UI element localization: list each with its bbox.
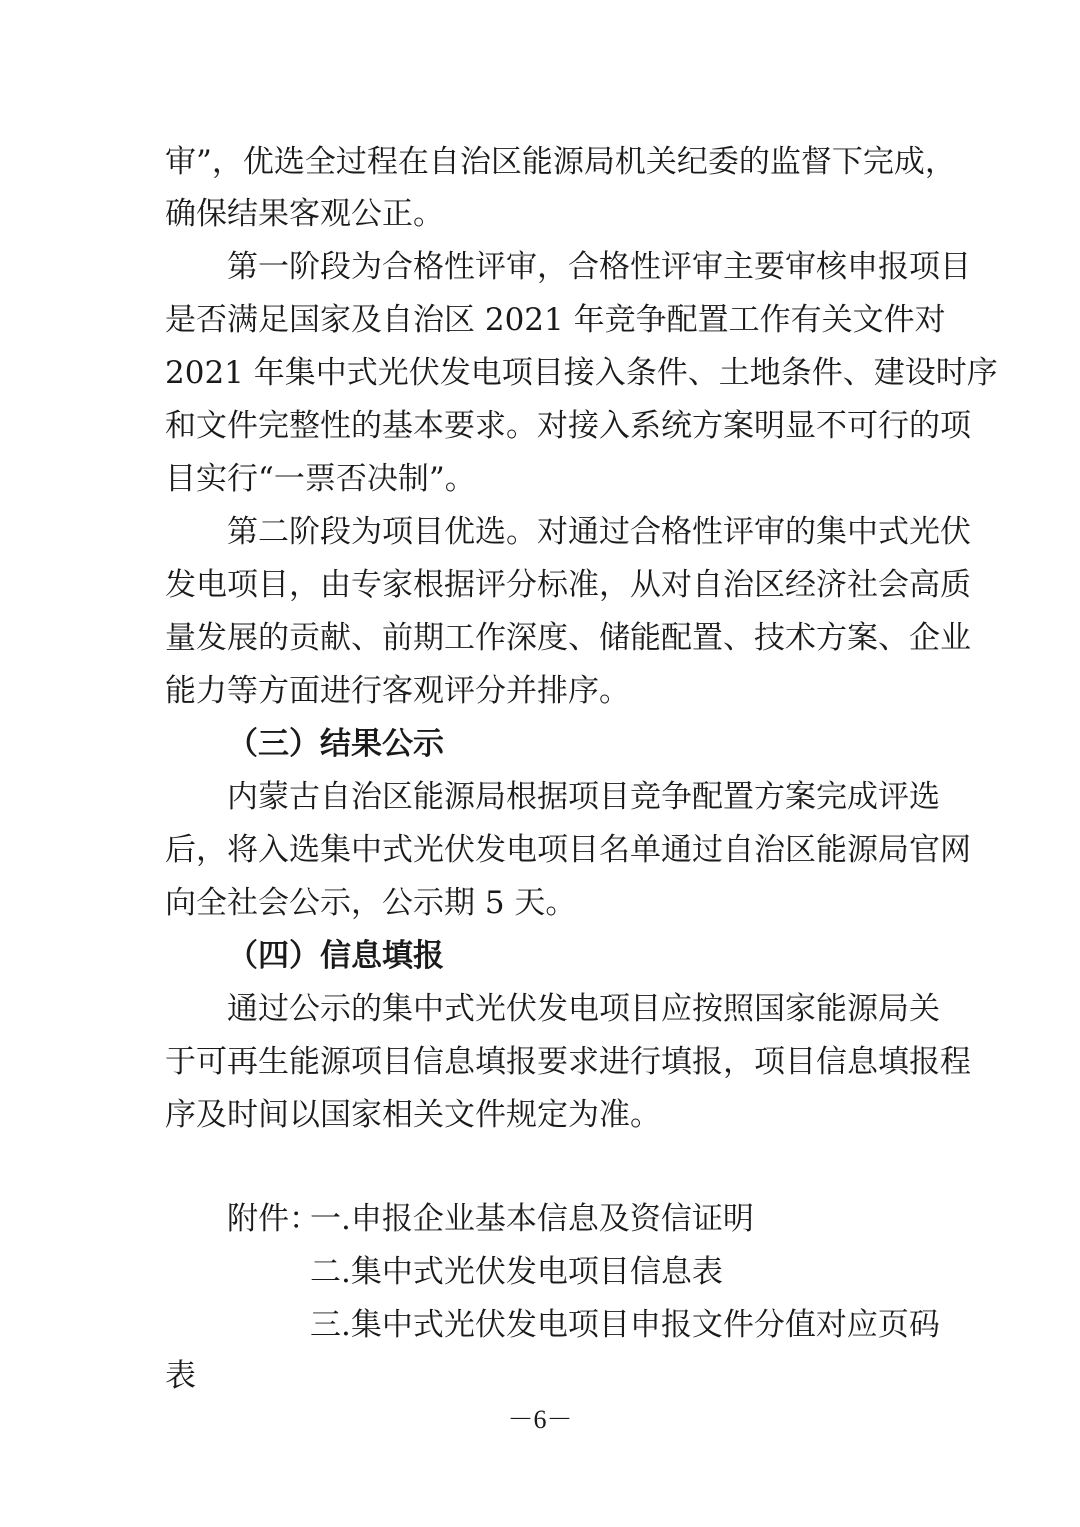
paragraph-line: 审”，优选全过程在自治区能源局机关纪委的监督下完成， (165, 144, 956, 180)
paragraph-line: 是否满足国家及自治区 2021 年竞争配置工作有关文件对 (165, 302, 946, 338)
attachment-item-wrap: 表 (165, 1358, 196, 1394)
paragraph-line: 序及时间以国家相关文件规定为准。 (165, 1097, 661, 1133)
attachments-label: 附件： (227, 1201, 320, 1237)
paragraph-line: 后，将入选集中式光伏发电项目名单通过自治区能源局官网 (165, 832, 971, 868)
paragraph-line: 确保结果客观公正。 (165, 196, 444, 232)
paragraph-line: 向全社会公示，公示期 5 天。 (165, 885, 577, 921)
attachment-item: 三.集中式光伏发电项目申报文件分值对应页码 (310, 1307, 940, 1343)
paragraph-line: 量发展的贡献、前期工作深度、储能配置、技术方案、企业 (165, 620, 971, 656)
paragraph-line: 能力等方面进行客观评分并排序。 (165, 673, 630, 709)
page-number: －6－ (507, 1405, 573, 1434)
paragraph-line: 内蒙古自治区能源局根据项目竞争配置方案完成评选 (227, 779, 940, 815)
attachment-item: 一.申报企业基本信息及资信证明 (310, 1201, 754, 1237)
paragraph-line: 目实行“一票否决制”。 (165, 461, 476, 497)
attachment-item: 二.集中式光伏发电项目信息表 (310, 1254, 723, 1290)
paragraph-line: 第二阶段为项目优选。对通过合格性评审的集中式光伏 (227, 514, 971, 550)
paragraph-line: 发电项目，由专家根据评分标准，从对自治区经济社会高质 (165, 567, 971, 603)
section-heading: （三）结果公示 (227, 726, 444, 762)
paragraph-line: 2021 年集中式光伏发电项目接入条件、土地条件、建设时序 (165, 355, 998, 391)
paragraph-line: 通过公示的集中式光伏发电项目应按照国家能源局关 (227, 991, 940, 1027)
paragraph-line: 和文件完整性的基本要求。对接入系统方案明显不可行的项 (165, 408, 971, 444)
paragraph-line: 于可再生能源项目信息填报要求进行填报，项目信息填报程 (165, 1044, 971, 1080)
paragraph-line: 第一阶段为合格性评审，合格性评审主要审核申报项目 (227, 249, 971, 285)
section-heading: （四）信息填报 (227, 938, 444, 974)
